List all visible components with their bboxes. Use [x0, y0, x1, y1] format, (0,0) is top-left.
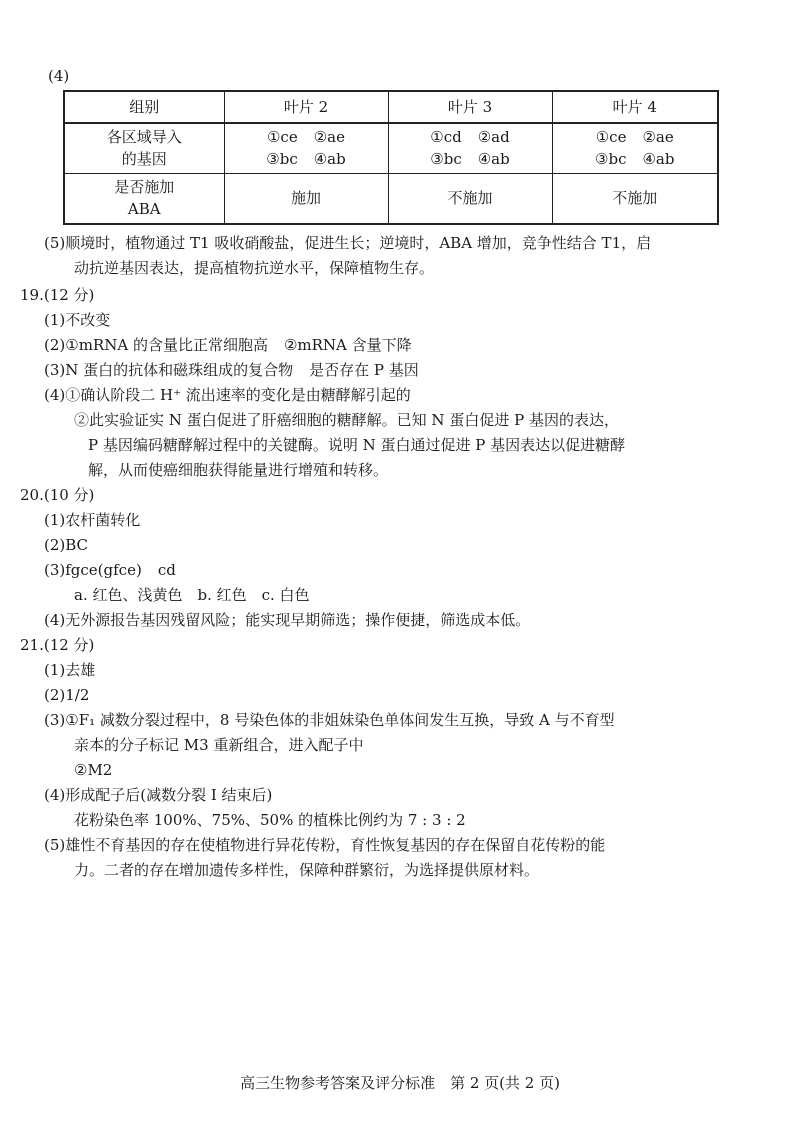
q21-answer: (5)雄性不育基因的存在使植物进行异花传粉，育性恢复基因的存在保留自花传粉的能 [44, 836, 606, 854]
table-row [64, 173, 718, 224]
q19-answer: P 基因编码糖酵解过程中的关键酶。说明 N 蛋白通过促进 P 基因表达以促进糖酵 [88, 436, 626, 454]
row-label-line: 各区域导入 [106, 128, 182, 147]
q19-answer: (3)N 蛋白的抗体和磁珠组成的复合物 是否存在 P 基因 [44, 361, 419, 379]
table-cell [224, 123, 388, 173]
table-cell: 不施加 [552, 173, 718, 224]
gene-item: ①ce [266, 128, 298, 147]
gene-item: ④ab [477, 150, 510, 169]
gene-item: ④ab [313, 150, 346, 169]
gene-table [63, 90, 719, 225]
q20-answer: (2)BC [44, 536, 89, 554]
row-label-line: 是否施加 [114, 178, 175, 197]
row-label-genes [64, 123, 224, 173]
q19-answer: (4)①确认阶段二 H⁺ 流出速率的变化是由糖酵解引起的 [44, 386, 411, 404]
q21-answer: ②M2 [74, 761, 113, 779]
q19-answer: ②此实验证实 N 蛋白促进了肝癌细胞的糖酵解。已知 N 蛋白促进 P 基因的表达， [74, 411, 619, 429]
table-cell: 施加 [224, 173, 388, 224]
q19-title: 19.(12 分) [20, 286, 95, 304]
q21-answer: 力。二者的存在增加遗传多样性，保障种群繁衍，为选择提供原材料。 [74, 861, 540, 879]
q18-part5-line: 动抗逆基因表达，提高植物抗逆水平，保障植物生存。 [74, 259, 435, 277]
gene-item: ③bc [430, 150, 462, 169]
q21-answer: (4)形成配子后(减数分裂 Ⅰ 结束后) [44, 786, 273, 804]
page-footer: 高三生物参考答案及评分标准 第 2 页(共 2 页) [240, 1074, 560, 1092]
gene-item: ②ad [477, 128, 510, 147]
table-row [64, 123, 718, 173]
table-header-cell: 叶片 2 [224, 91, 388, 123]
q21-answer: (1)去雄 [44, 661, 96, 679]
gene-item: ③bc [595, 150, 627, 169]
q21-title: 21.(12 分) [20, 636, 95, 654]
q19-answer: 解，从而使癌细胞获得能量进行增殖和转移。 [88, 461, 389, 479]
table-header-row [64, 91, 718, 123]
q21-answer: (3)①F₁ 减数分裂过程中，8 号染色体的非姐妹染色单体间发生互换，导致 A 与不育型 [44, 711, 615, 729]
gene-item: ①ce [595, 128, 627, 147]
table-cell: 不施加 [388, 173, 552, 224]
table-header-cell: 叶片 3 [388, 91, 552, 123]
q18-part5-line: (5)顺境时，植物通过 T1 吸收硝酸盐，促进生长；逆境时，ABA 增加，竞争性结合 T1，启 [44, 234, 652, 252]
gene-item: ①cd [430, 128, 462, 147]
part-4-label: (4) [48, 67, 70, 85]
q20-answer: (4)无外源报告基因残留风险；能实现早期筛选；操作便捷，筛选成本低。 [44, 611, 531, 629]
gene-item: ②ae [313, 128, 345, 147]
table-cell [552, 123, 718, 173]
q21-answer: 花粉染色率 100%、75%、50% 的植株比例约为 7 : 3 : 2 [74, 811, 466, 829]
row-label-line: 的基因 [121, 150, 167, 169]
row-label-aba [64, 173, 224, 224]
q21-answer: 亲本的分子标记 M3 重新组合，进入配子中 [74, 736, 364, 754]
q20-answer: (3)fgce(gfce) cd [44, 561, 176, 579]
q20-title: 20.(10 分) [20, 486, 95, 504]
q20-answer: (1)农杆菌转化 [44, 511, 141, 529]
table-cell [388, 123, 552, 173]
row-label-line: ABA [127, 200, 161, 219]
gene-item: ③bc [266, 150, 298, 169]
q20-answer: a. 红色、浅黄色 b. 红色 c. 白色 [74, 586, 310, 604]
gene-item: ④ab [642, 150, 675, 169]
q21-answer: (2)1/2 [44, 686, 90, 704]
gene-item: ②ae [642, 128, 674, 147]
table-header-cell: 组别 [64, 91, 224, 123]
q19-answer: (2)①mRNA 的含量比正常细胞高 ②mRNA 含量下降 [44, 336, 412, 354]
table-header-cell: 叶片 4 [552, 91, 718, 123]
q19-answer: (1)不改变 [44, 311, 111, 329]
